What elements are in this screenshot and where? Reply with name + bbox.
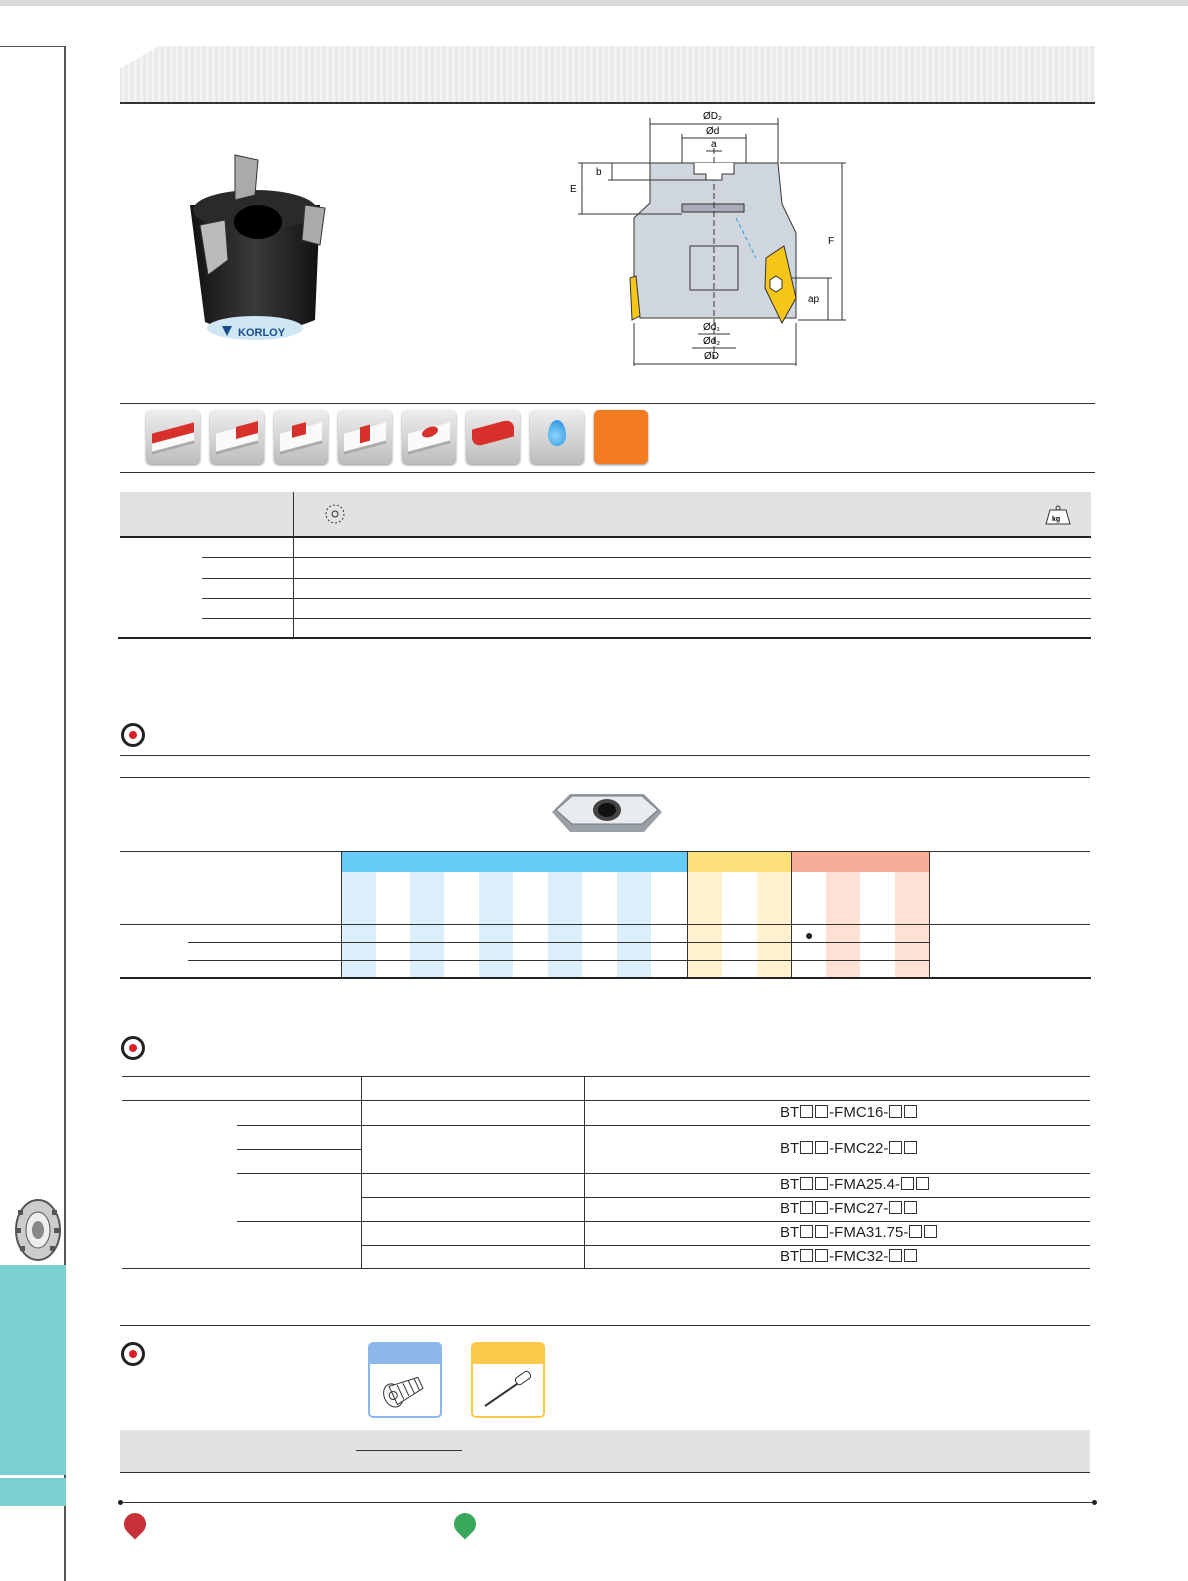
cutter-thumbnail-icon — [14, 1198, 62, 1262]
insert-image — [548, 790, 666, 836]
page-link-left-icon[interactable] — [119, 1508, 150, 1539]
divider — [237, 1149, 361, 1150]
spec-table-line — [120, 536, 1091, 538]
dim-D-label: ØD — [704, 351, 719, 362]
pocketing-icon — [402, 410, 456, 464]
cutter-product-image — [180, 150, 340, 350]
divider — [237, 1173, 1090, 1174]
spec-table-header — [120, 492, 1091, 536]
section-tab[interactable] — [0, 1265, 66, 1475]
slotting-icon — [274, 410, 328, 464]
divider — [237, 1125, 1090, 1126]
face-milling-icon — [146, 410, 200, 464]
arbor-code-4: BT -FMC27- — [780, 1200, 918, 1217]
grade-band-salmon — [791, 852, 929, 872]
wrench-part — [471, 1342, 545, 1418]
screwdriver-icon — [473, 1364, 543, 1416]
divider — [120, 924, 1090, 925]
divider — [237, 1221, 1090, 1222]
insert-table-bottom — [120, 977, 1091, 979]
grade-band-blue — [341, 852, 687, 872]
divider — [361, 1245, 1090, 1246]
svg-text:kg: kg — [1052, 516, 1061, 523]
dim-E-label: E — [570, 184, 577, 195]
weight-icon — [1044, 504, 1072, 526]
divider — [188, 942, 929, 943]
material-color-icon — [594, 410, 648, 464]
divider — [120, 1325, 1090, 1326]
grid-line — [791, 852, 792, 977]
grade-marker: ● — [805, 927, 814, 943]
spec-table-divider — [293, 492, 294, 638]
footer-underline — [356, 1450, 462, 1451]
contour-milling-icon — [466, 410, 520, 464]
divider — [120, 777, 1090, 778]
spec-row-line — [202, 578, 1091, 579]
grid-line — [361, 1076, 362, 1268]
arbor-section-bullet — [121, 1036, 145, 1060]
left-frame-line — [64, 46, 66, 1196]
bottom-rule — [120, 1502, 1096, 1503]
divider — [120, 472, 1095, 473]
dim-d2-label: Ød₂ — [703, 336, 721, 347]
dim-d-label: Ød — [706, 126, 720, 137]
cutter-dimension-drawing — [560, 108, 860, 370]
divider — [361, 1197, 1090, 1198]
dim-F-label: F — [828, 236, 835, 247]
divider — [122, 1100, 1090, 1101]
divider — [120, 1472, 1090, 1473]
spec-row-line — [202, 618, 1091, 619]
arbor-code-3: BT -FMA25.4- — [780, 1176, 930, 1193]
page-link-right-icon[interactable] — [449, 1508, 480, 1539]
dim-ap-label: ap — [808, 294, 820, 305]
grid-line — [584, 1076, 585, 1268]
divider — [188, 960, 929, 961]
rule-dot — [118, 1500, 123, 1505]
rule-dot — [1092, 1500, 1097, 1505]
divider — [120, 755, 1090, 756]
divider — [122, 1268, 1090, 1269]
dim-d1-label: Ød₁ — [703, 322, 720, 333]
divider — [120, 403, 1095, 404]
title-banner — [120, 46, 1095, 102]
arbor-code-5: BT -FMA31.75- — [780, 1224, 938, 1241]
coolant-icon — [530, 410, 584, 464]
insert-section-bullet — [121, 723, 145, 747]
dim-a-label: a — [711, 139, 717, 150]
screw-icon — [370, 1364, 440, 1416]
clamp-screw-part — [368, 1342, 442, 1418]
spec-row-line — [202, 557, 1091, 558]
shoulder-milling-icon — [210, 410, 264, 464]
left-frame-top — [0, 46, 66, 47]
parts-footer-band — [120, 1430, 1090, 1472]
grade-band-yellow — [687, 852, 791, 872]
grid-line — [929, 852, 930, 977]
brand-logo: KORLOY — [238, 327, 286, 339]
spec-row-line — [202, 598, 1091, 599]
keyway-icon — [338, 410, 392, 464]
top-bar — [0, 0, 1188, 6]
application-icons — [146, 410, 648, 464]
section-tab-lower[interactable] — [0, 1478, 66, 1506]
dim-b-label: b — [596, 167, 602, 178]
dim-D2-label: ØD₂ — [703, 111, 722, 122]
arbor-code-1: BT -FMC16- — [780, 1104, 918, 1121]
title-underline — [120, 102, 1095, 104]
divider — [122, 1076, 1090, 1077]
spec-table-bottom — [118, 637, 1091, 639]
arbor-code-2: BT -FMC22- — [780, 1140, 918, 1157]
stock-icon — [324, 503, 346, 525]
parts-section-bullet — [121, 1342, 145, 1366]
arbor-code-6: BT -FMC32- — [780, 1248, 918, 1265]
